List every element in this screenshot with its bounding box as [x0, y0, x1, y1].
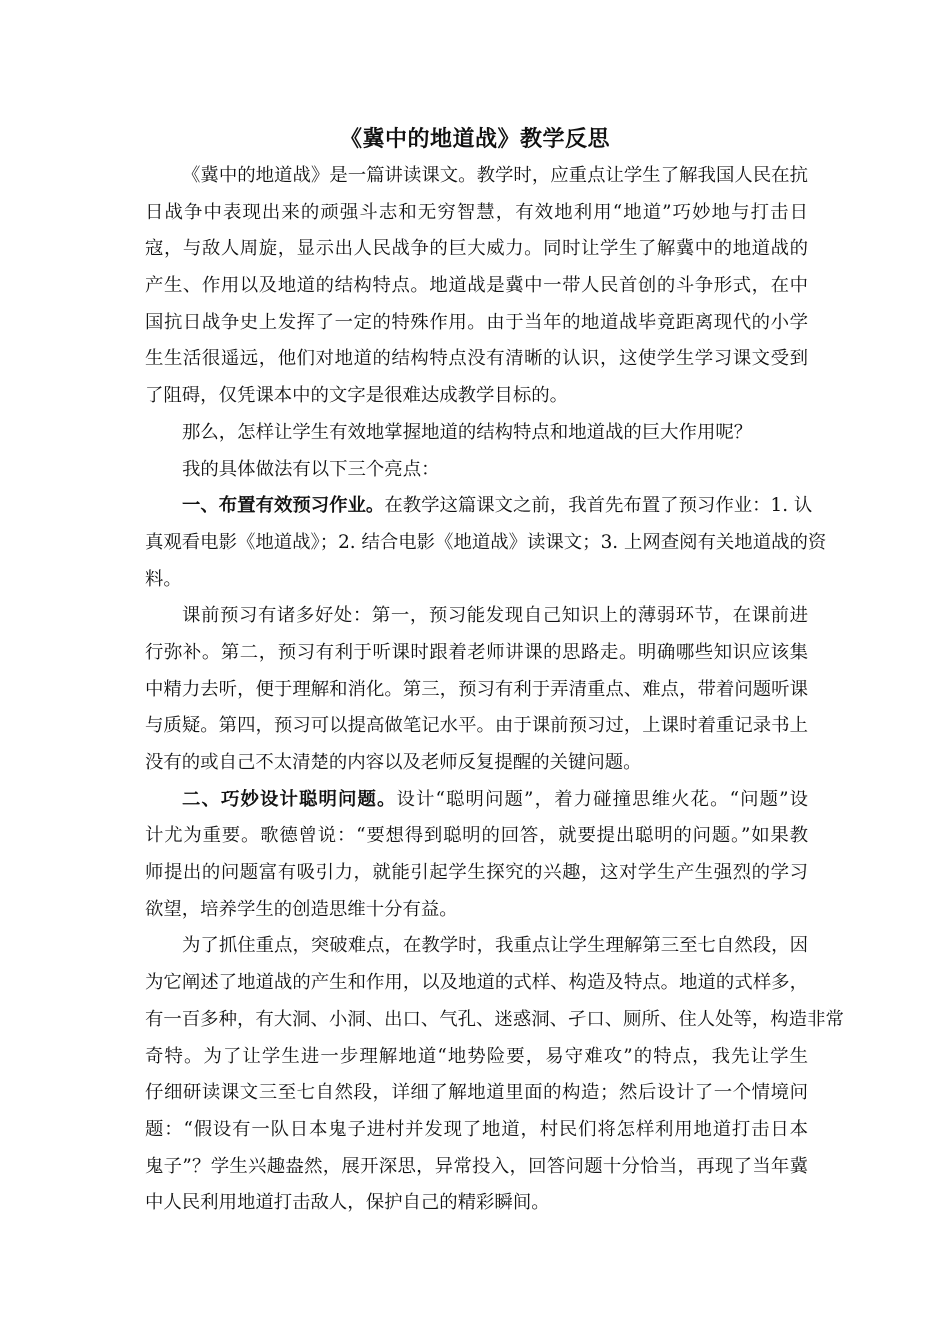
line-text: 了阻碍，仅凭课本中的文字是很难达成教学目标的。 — [145, 385, 568, 407]
line-text: 计尤为重要。歌德曾说：“要想得到聪明的回答，就要提出聪明的问题。”如果教 — [145, 825, 808, 847]
text-line — [145, 1039, 808, 1076]
text-line — [145, 965, 808, 1002]
paragraph — [145, 782, 808, 929]
line-text: 仔细研读课文三至七自然段，详细了解地道里面的构造；然后设计了一个情境问 — [145, 1082, 808, 1104]
line-text: 设计“聪明问题”，着力碰撞思维火花。“问题”设 — [396, 788, 808, 810]
line-text: 《冀中的地道战》是一篇讲读课文。教学时，应重点让学生了解我国人民在抗 — [182, 165, 808, 186]
line-text: 行弥补。第二，预习有利于听课时跟着老师讲课的思路走。明确哪些知识应该集 — [145, 641, 808, 663]
text-line — [145, 1075, 808, 1112]
text-line — [145, 672, 808, 709]
document-body — [145, 158, 844, 1222]
line-text: 真观看电影《地道战》；2. 结合电影《地道战》读课文；3. 上网查阅有关地道战的资 — [145, 531, 827, 553]
text-line — [145, 231, 808, 268]
text-line — [145, 1185, 808, 1222]
paragraph — [145, 452, 808, 489]
line-text: 生生活很遥远，他们对地道的结构特点没有清晰的认识，这使学生学习课文受到 — [145, 348, 808, 370]
line-text: 日战争中表现出来的顽强斗志和无穷智慧，有效地利用“地道”巧妙地与打击日 — [145, 201, 808, 223]
section-heading: 二、巧妙设计聪明问题。 — [182, 788, 397, 810]
line-text: 奇特。为了让学生进一步理解地道“地势险要，易守难攻”的特点，我先让学生 — [145, 1045, 808, 1067]
text-line — [145, 892, 808, 929]
text-line — [145, 1112, 808, 1149]
text-line — [145, 562, 808, 599]
section-heading: 一、布置有效预习作业。 — [182, 495, 385, 517]
text-line — [145, 305, 808, 342]
text-line — [145, 598, 808, 635]
document-title: 《冀中的地道战》教学反思 — [339, 126, 610, 152]
text-line — [145, 782, 808, 819]
line-text: 鬼子”？学生兴趣盎然，展开深思，异常投入，回答问题十分恰当，再现了当年冀 — [145, 1155, 808, 1177]
line-text: 有一百多种，有大洞、小洞、出口、气孔、迷惑洞、孑口、厕所、住人处等，构造非常 — [145, 1008, 844, 1030]
line-text: 寇，与敌人周旋，显示出人民战争的巨大威力。同时让学生了解冀中的地道战的 — [145, 238, 808, 260]
text-line — [145, 745, 808, 782]
text-line — [145, 708, 808, 745]
text-line — [145, 195, 808, 232]
paragraph — [145, 488, 827, 598]
line-text: 欲望，培养学生的创造思维十分有益。 — [145, 898, 458, 920]
line-text: 师提出的问题富有吸引力，就能引起学生探究的兴趣，这对学生产生强烈的学习 — [145, 862, 808, 884]
line-text: 产生、作用以及地道的结构特点。地道战是冀中一带人民首创的斗争形式，在中 — [145, 275, 808, 297]
line-text: 没有的或自己不太清楚的内容以及老师反复提醒的关键问题。 — [145, 752, 642, 773]
line-text: 为了抓住重点，突破难点，在教学时，我重点让学生理解第三至七自然段，因 — [182, 935, 808, 957]
text-line — [145, 158, 808, 195]
paragraph — [145, 158, 808, 415]
text-line — [145, 928, 808, 965]
line-text: 那么，怎样让学生有效地掌握地道的结构特点和地道战的巨大作用呢？ — [182, 421, 753, 443]
line-text: 我的具体做法有以下三个亮点： — [182, 458, 440, 480]
text-line — [145, 341, 808, 378]
line-text: 与质疑。第四，预习可以提高做笔记水平。由于课前预习过，上课时着重记录书上 — [145, 715, 808, 737]
line-text: 中人民利用地道打击敌人，保护自己的精彩瞬间。 — [145, 1192, 550, 1214]
text-line — [145, 525, 827, 562]
text-line — [145, 488, 813, 525]
text-line — [145, 855, 808, 892]
line-text: 课前预习有诸多好处：第一，预习能发现自己知识上的薄弱环节，在课前进 — [182, 605, 808, 627]
text-line — [145, 1149, 808, 1186]
text-line — [145, 378, 808, 415]
paragraph — [145, 415, 808, 452]
text-line — [145, 415, 808, 452]
text-line — [145, 635, 808, 672]
line-text: 为它阐述了地道战的产生和作用，以及地道的式样、构造及特点。地道的式样多， — [145, 972, 808, 994]
text-line — [145, 1002, 844, 1039]
paragraph — [145, 928, 844, 1222]
text-line — [145, 452, 808, 489]
text-line — [145, 268, 808, 305]
text-line — [145, 818, 808, 855]
line-text: 中精力去听，便于理解和消化。第三，预习有利于弄清重点、难点，带着问题听课 — [145, 678, 808, 700]
line-text: 国抗日战争史上发挥了一定的特殊作用。由于当年的地道战毕竟距离现代的小学 — [145, 311, 808, 333]
paragraph — [145, 598, 808, 781]
line-text: 料。 — [145, 568, 182, 590]
line-text: 在教学这篇课文之前，我首先布置了预习作业：1. 认 — [384, 495, 813, 517]
line-text: 题：“假设有一队日本鬼子进村并发现了地道，村民们将怎样利用地道打击日本 — [145, 1118, 808, 1140]
